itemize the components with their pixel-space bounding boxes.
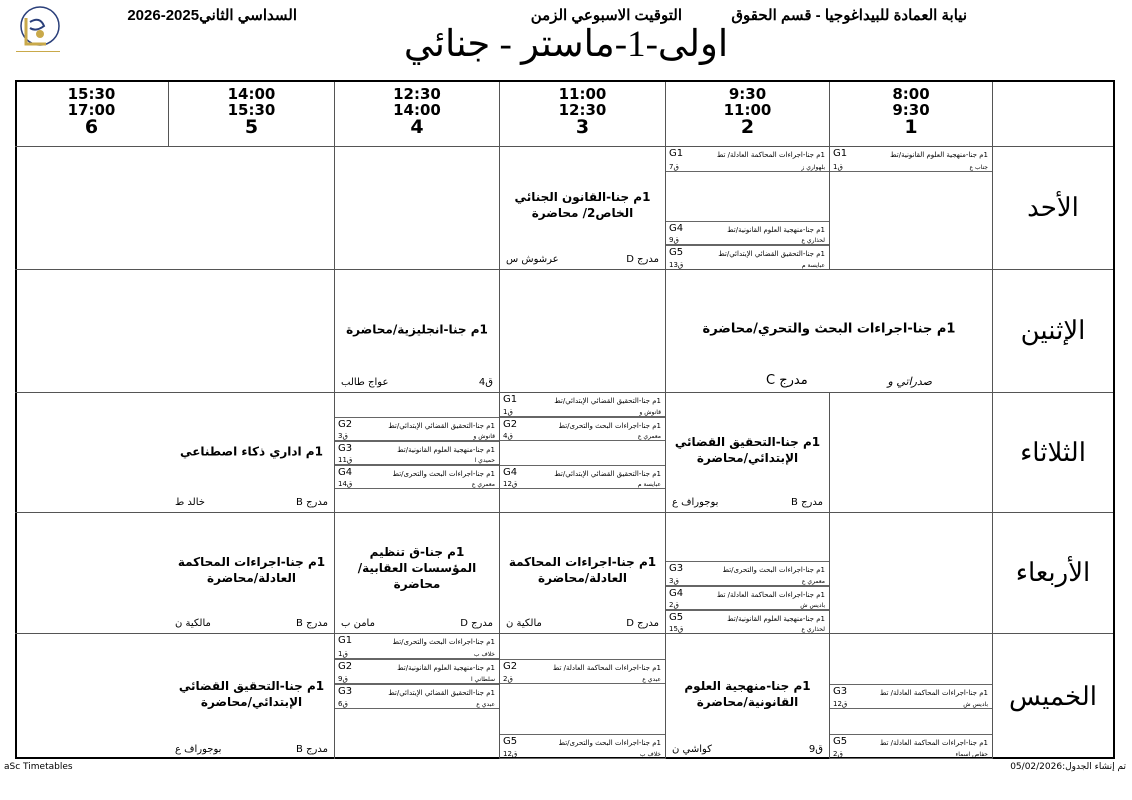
timetable-title: التوقيت الاسبوعي الزمن	[530, 7, 682, 24]
group-label: G4	[503, 467, 518, 478]
period-start: 8:00	[892, 85, 930, 103]
lecture-room: مدرج B	[296, 497, 328, 508]
slot-room: ق15	[669, 624, 684, 633]
slot-teacher: لحذاري ع	[801, 237, 825, 245]
lecture-subject: 1م جنا-اجراءات المحاكمة العادلة/محاضرة	[508, 554, 657, 585]
day-thursday: الخميس	[1009, 681, 1097, 711]
lecture-subject: 1م جنا-منهجية العلوم القانونية/محاضرة	[684, 678, 811, 709]
group-slot[interactable]	[500, 417, 665, 441]
slot-teacher: قانوش و	[639, 409, 661, 416]
group-label: G2	[503, 419, 518, 430]
empty-cell	[15, 634, 169, 759]
day-wednesday: الأربعاء	[993, 513, 1113, 634]
lecture-room: مدرج B	[296, 618, 328, 629]
empty-cell	[15, 513, 169, 634]
lecture-cell[interactable]	[169, 513, 335, 634]
slot-subject: 1م جنا-اجراءات المحاكمة العادلة/ تط	[879, 689, 988, 697]
group-slot[interactable]	[500, 659, 665, 684]
lecture-subject: 1م جنا-ق تنظيم المؤسسات العقابية/ محاضرة	[357, 545, 477, 592]
group-label: G1	[338, 635, 353, 646]
group-label: G5	[669, 247, 684, 259]
group-slots-cell	[335, 393, 500, 513]
lecture-teacher: صدراتي و	[887, 375, 932, 388]
slot-subject: 1م جنا-اجراءات المحاكمة العادلة/ تط	[716, 590, 825, 599]
slot-subject: 1م جنا-اجراءات البحث والتحرى/تط	[392, 470, 495, 478]
slot-subject: 1م جنا-اجراءات المحاكمة العادلة/ تط	[716, 151, 825, 159]
lecture-cell[interactable]	[169, 634, 335, 759]
lecture-room: مدرج D	[626, 254, 659, 265]
group-label: G1	[503, 394, 518, 405]
slot-subject: 1م جنا-منهجية العلوم القانونية/تط	[727, 614, 825, 623]
corner-cell	[993, 82, 1113, 147]
group-slot[interactable]	[830, 734, 992, 759]
lecture-cell[interactable]	[335, 270, 500, 393]
empty-cell	[15, 147, 169, 270]
period-start: 11:00	[558, 85, 607, 103]
group-label: G1	[833, 148, 848, 159]
group-label: G5	[833, 736, 848, 747]
slot-teacher: قانوش و	[473, 433, 495, 440]
group-slot[interactable]	[666, 245, 829, 270]
faculty-title: نيابة العمادة للبيداغوجيا - قسم الحقوق	[731, 7, 967, 24]
slot-room: ق6	[338, 700, 348, 708]
slot-subject: 1م جنا-منهجية العلوم القانونية/تط	[397, 446, 495, 454]
lecture-teacher: مالكية ن	[506, 618, 542, 629]
lecture-subject: 1م جنا-التحقيق القضائي الإبتدائي/محاضرة	[178, 678, 325, 709]
slot-teacher: عبدي ع	[476, 701, 495, 708]
lecture-teacher: عواج طالب	[341, 377, 389, 388]
group-slot[interactable]	[335, 634, 499, 659]
empty-cell	[15, 393, 169, 513]
class-name: اولى-1-ماستر - جنائي	[403, 24, 729, 65]
slot-room: ق2	[833, 750, 843, 758]
lecture-teacher: كواشي ن	[672, 744, 712, 755]
software-credit: aSc Timetables	[4, 762, 73, 772]
lecture-cell[interactable]	[666, 634, 830, 759]
slot-teacher: معمري ع	[801, 577, 825, 585]
slot-room: ق11	[338, 456, 353, 464]
period-header-2	[666, 82, 830, 147]
group-label: G3	[669, 563, 684, 575]
period-number: 5	[244, 116, 259, 138]
slot-room: ق12	[833, 700, 848, 708]
slot-teacher: بلهواري ز	[801, 163, 825, 171]
lecture-teacher: خالد ط	[175, 497, 205, 508]
slot-subject: 1م جنا-منهجية العلوم القانونية/تط	[727, 225, 825, 234]
period-end: 17:00	[67, 101, 116, 119]
group-slot[interactable]	[335, 684, 499, 709]
empty-cell	[830, 513, 993, 634]
group-label: G5	[669, 611, 684, 623]
period-header-6	[15, 82, 169, 147]
lecture-subject: 1م جنا-اجراءات البحث والتحري/محاضرة	[702, 321, 956, 337]
group-label: G3	[833, 686, 848, 697]
empty-cell	[169, 147, 335, 270]
period-number: 4	[410, 116, 424, 138]
lecture-cell[interactable]	[335, 513, 500, 634]
lecture-subject: 1م جنا-انجليزية/محاضرة	[346, 322, 488, 337]
group-slots-cell	[335, 634, 500, 759]
slot-room: ق12	[503, 750, 518, 758]
group-label: G2	[338, 661, 353, 672]
lecture-room: مدرج D	[460, 618, 493, 629]
slot-room: ق1	[833, 162, 843, 171]
slot-room: ق3	[338, 432, 348, 440]
empty-cell	[830, 393, 993, 513]
day-tuesday: الثلاثاء	[993, 393, 1113, 513]
period-end: 15:30	[227, 101, 276, 119]
lecture-cell[interactable]	[500, 147, 666, 270]
group-label: G2	[503, 661, 518, 672]
slot-teacher: عبايسة م	[637, 481, 661, 488]
lecture-subject: 1م جنا-القانون الجنائي الخاص2/ محاضرة	[514, 189, 651, 220]
day-sunday: الأحد	[993, 147, 1113, 270]
group-slot[interactable]	[335, 417, 499, 441]
group-label: G3	[338, 686, 353, 697]
lecture-teacher: بوجوراف ع	[672, 497, 719, 508]
group-slot[interactable]	[666, 147, 829, 172]
slot-room: ق9	[338, 675, 348, 683]
slot-room: ق1	[503, 408, 513, 416]
lecture-room: مدرج B	[791, 497, 823, 508]
slot-subject: 1م جنا-منهجية العلوم القانونية/تط	[890, 151, 988, 159]
lecture-subject: 1م جنا-اجراءات المحاكمة العادلة/محاضرة	[177, 554, 326, 585]
empty-cell	[169, 270, 335, 393]
group-slot[interactable]	[500, 393, 665, 417]
slot-teacher: سلطاني ا	[470, 676, 495, 683]
slot-room: ق7	[669, 162, 679, 171]
semester-label: السداسي الثاني2025-2026	[127, 7, 297, 24]
lecture-room: مدرج B	[296, 744, 328, 755]
slot-room: ق2	[669, 600, 679, 609]
slot-room: ق9	[669, 236, 679, 245]
slot-subject: 1م جنا-اجراءات البحث والتحرى/تط	[392, 638, 495, 646]
lecture-teacher: مامن ب	[341, 618, 375, 629]
period-start: 14:00	[227, 85, 276, 103]
slot-teacher: عبايسة م	[801, 261, 825, 269]
period-end: 12:30	[558, 101, 607, 119]
slot-subject: 1م جنا-التحقيق القضائي الإبتدائي/تط	[554, 397, 661, 405]
slot-subject: 1م جنا-التحقيق القضائي الإبتدائي/تط	[718, 250, 825, 259]
slot-teacher: باديس ش	[963, 701, 988, 708]
group-label: G3	[338, 443, 353, 454]
slot-room: ق3	[669, 576, 679, 585]
slot-teacher: لحذاري ع	[801, 625, 825, 633]
group-slot[interactable]	[830, 147, 992, 172]
slot-subject: 1م جنا-التحقيق القضائي الإبتدائي/تط	[388, 689, 495, 697]
slot-subject: 1م جنا-اجراءات المحاكمة العادلة/ تط	[879, 739, 988, 747]
group-slots-cell	[500, 393, 666, 513]
period-number: 2	[740, 116, 755, 138]
lecture-teacher: عرشوش س	[506, 254, 559, 265]
slot-teacher: حميدي ا	[474, 457, 495, 464]
slot-subject: 1م جنا-التحقيق القضائي الإبتدائي/تط	[554, 470, 661, 478]
lecture-teacher: بوجوراف ع	[175, 744, 222, 755]
group-slots-cell	[666, 513, 830, 634]
group-slots-cell	[500, 634, 666, 759]
period-number: 3	[575, 116, 590, 138]
period-end: 9:30	[892, 101, 930, 119]
group-label: G4	[338, 467, 353, 478]
period-start: 9:30	[728, 85, 767, 103]
slot-room: ق4	[503, 432, 513, 440]
group-label: G4	[669, 587, 684, 599]
group-slot[interactable]	[335, 659, 499, 684]
slot-room: ق12	[503, 480, 518, 488]
period-end: 11:00	[723, 101, 772, 119]
slot-teacher: عبدي ع	[642, 676, 661, 683]
group-slot[interactable]	[335, 441, 499, 465]
group-slots-cell	[830, 634, 993, 759]
group-slot[interactable]	[666, 586, 829, 610]
lecture-cell[interactable]	[666, 393, 830, 513]
group-label: G2	[338, 419, 353, 430]
slot-teacher: خلاف ب	[473, 651, 495, 658]
lecture-cell[interactable]	[500, 513, 666, 634]
period-header-4	[335, 82, 500, 147]
slot-teacher: باديس ش	[800, 601, 825, 609]
slot-room: ق13	[669, 260, 684, 269]
lecture-room: ق9	[808, 744, 823, 755]
group-label: G4	[669, 222, 684, 234]
generated-date: تم إنشاء الجدول:05/02/2026	[1010, 762, 1126, 772]
group-slot[interactable]	[500, 465, 665, 489]
slot-subject: 1م جنا-اجراءات البحث والتحرى/تط	[558, 422, 661, 430]
day-monday: الإثنين	[993, 270, 1113, 393]
period-start: 15:30	[67, 85, 116, 103]
group-slots-cell	[830, 147, 993, 270]
slot-teacher: معمري ع	[637, 433, 661, 440]
slot-room: ق1	[338, 650, 348, 658]
slot-teacher: معمري ع	[471, 481, 495, 488]
group-label: G1	[669, 148, 684, 159]
period-start: 12:30	[393, 85, 441, 103]
period-header-1	[830, 82, 993, 147]
empty-cell	[15, 270, 169, 393]
lecture-subject: 1م اداري ذكاء اصطناعي	[180, 443, 323, 458]
slot-subject: 1م جنا-اجراءات المحاكمة العادلة/ تط	[552, 664, 661, 672]
group-slots-cell	[666, 147, 830, 270]
lecture-cell[interactable]	[666, 270, 993, 393]
group-slot[interactable]	[666, 221, 829, 246]
slot-teacher: حفاص اسماء	[955, 751, 988, 758]
lecture-room: مدرج C	[766, 373, 808, 388]
slot-room: ق14	[338, 480, 353, 488]
group-label: G5	[503, 736, 518, 747]
period-end: 14:00	[393, 101, 441, 119]
timetable-grid	[15, 80, 1115, 759]
lecture-teacher: مالكية ن	[175, 618, 211, 629]
group-slot[interactable]	[666, 561, 829, 585]
group-slot[interactable]	[500, 734, 665, 759]
slot-subject: 1م جنا-اجراءات البحث والتحرى/تط	[558, 739, 661, 747]
slot-subject: 1م جنا-منهجية العلوم القانونية/تط	[397, 664, 495, 672]
period-number: 6	[84, 116, 99, 138]
group-slot[interactable]	[335, 465, 499, 489]
period-number: 1	[904, 116, 918, 138]
slot-subject: 1م جنا-التحقيق القضائي الإبتدائي/تط	[388, 422, 495, 430]
lecture-cell[interactable]	[169, 393, 335, 513]
lecture-room: مدرج D	[626, 618, 659, 629]
slot-teacher: جناب ع	[969, 163, 988, 171]
lecture-subject: 1م جنا-التحقيق القضائي الإبتدائي/محاضرة	[674, 434, 821, 465]
period-header-5	[169, 82, 335, 147]
group-slot[interactable]	[666, 610, 829, 634]
lecture-room: ق4	[478, 377, 493, 388]
empty-cell	[335, 147, 500, 270]
slot-subject: 1م جنا-اجراءات البحث والتحرى/تط	[722, 566, 825, 575]
slot-room: ق2	[503, 675, 513, 683]
slot-teacher: خلاف ب	[639, 751, 661, 758]
period-header-3	[500, 82, 666, 147]
empty-cell	[500, 270, 666, 393]
group-slot[interactable]	[830, 684, 992, 709]
